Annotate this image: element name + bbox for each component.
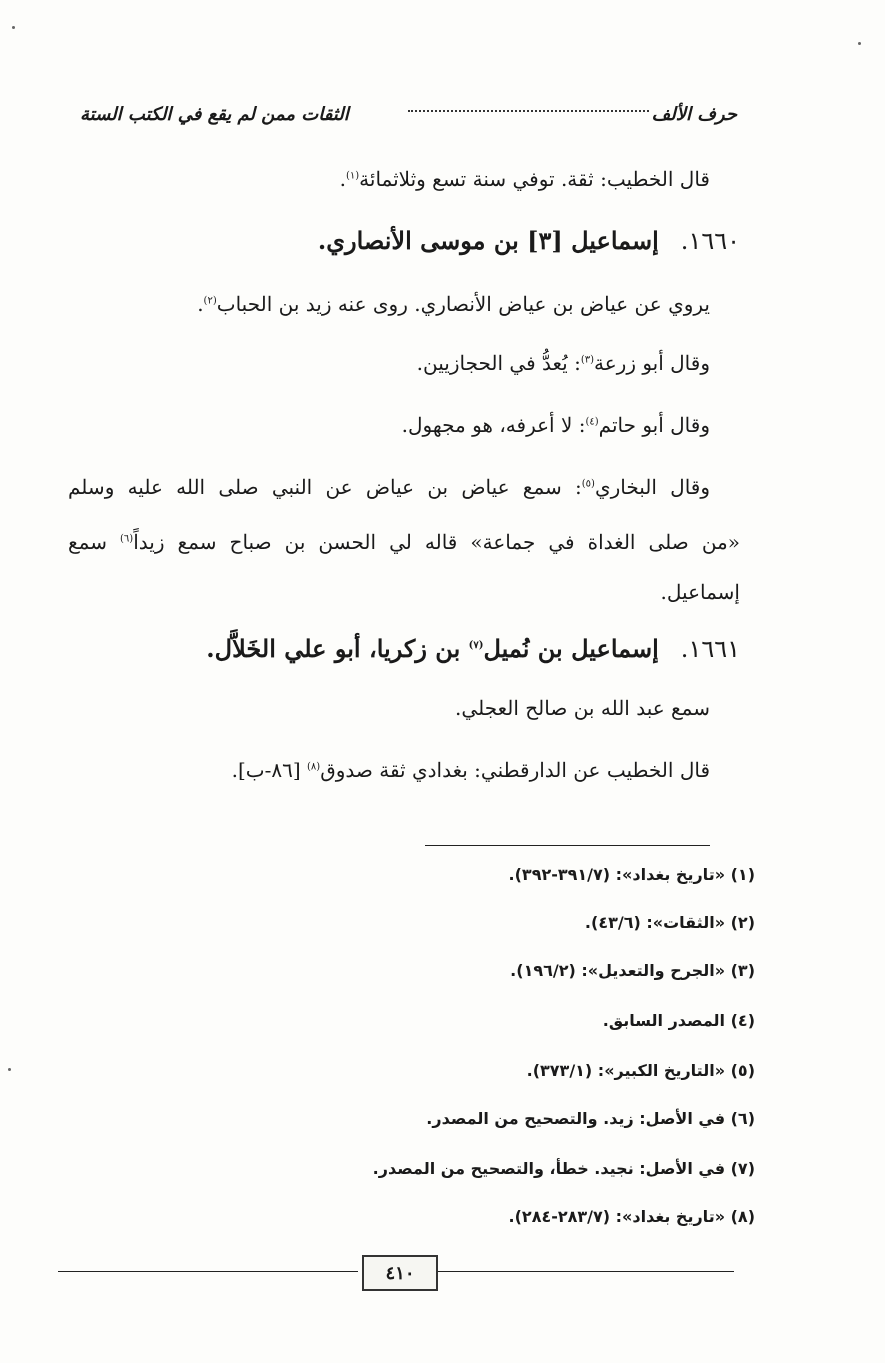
footnote: (٢) «الثقات»: (٤٣/٦).	[584, 913, 755, 932]
entry-number: ١٦٦٠.	[680, 227, 740, 255]
body-line: «من صلى الغداة في جماعة» قاله لي الحسن بن صباح سمع زيداً$^{(٦)}$ سمع	[68, 530, 740, 554]
header-book-title: الثقات ممن لم يقع في الكتب الستة	[80, 104, 349, 125]
body-line: وقال أبو حاتم$^{(٤)}$: لا أعرفه، هو مجهول.	[401, 413, 710, 437]
body-line: قال الخطيب: ثقة. توفي سنة تسع وثلاثمائة$^{(١)}$.	[339, 167, 710, 191]
page-number-text: ٤١٠	[385, 1262, 415, 1284]
body-line: قال الخطيب عن الدارقطني: بغدادي ثقة صدوق$^{(٨)}$ [٨٦-ب].	[231, 758, 710, 782]
body-line: إسماعيل.	[660, 580, 740, 604]
footnote-ref: (١)	[345, 170, 360, 182]
body-line: سمع عبد الله بن صالح العجلي.	[455, 696, 710, 720]
footnote-ref: (٣)	[580, 354, 594, 366]
footnote-ref: (٢)	[203, 295, 217, 307]
footnote: (٣) «الجرح والتعديل»: (١٩٦/٢).	[510, 961, 755, 980]
entry-title-rest: بن زكريا، أبو علي الخَلاَّل.	[206, 634, 469, 663]
scan-speck	[8, 1068, 11, 1071]
entry-heading	[318, 226, 740, 255]
footnote: (٤) المصدر السابق.	[602, 1011, 755, 1030]
entry-heading	[206, 634, 740, 663]
footnote-ref: (٧)	[468, 640, 484, 651]
header-chapter: حرف الألف	[651, 104, 737, 125]
entry-title: إسماعيل بن نُميل	[483, 634, 659, 663]
page-number	[362, 1255, 438, 1291]
body-line: وقال أبو زرعة$^{(٣)}$: يُعدُّ في الحجازيين.	[416, 351, 710, 375]
body-line: يروي عن عياض بن عياض الأنصاري. روى عنه زيد بن الحباب$^{(٢)}$.	[197, 292, 710, 316]
running-header	[80, 104, 737, 134]
footnote: (٥) «التاريخ الكبير»: (٣٧٣/١).	[526, 1061, 755, 1080]
footnote-ref: (٥)	[581, 478, 595, 490]
footnote-ref: (٨)	[307, 761, 321, 773]
footnote-separator	[425, 845, 710, 846]
footnote-ref: (٦)	[120, 533, 134, 545]
scan-speck	[858, 42, 861, 45]
body-line: وقال البخاري$^{(٥)}$: سمع عياض بن عياض عن النبي صلى الله عليه وسلم	[68, 475, 711, 499]
entry-number: ١٦٦١.	[680, 635, 740, 663]
footnote: (٧) في الأصل: نجيد. خطأ، والتصحيح من المصدر.	[372, 1159, 755, 1178]
footnote: (١) «تاريخ بغداد»: (٣٩١/٧-٣٩٢).	[508, 865, 755, 884]
footnote-ref: (٤)	[585, 416, 599, 428]
footnote: (٨) «تاريخ بغداد»: (٢٨٣/٧-٢٨٤).	[508, 1207, 755, 1226]
footnote: (٦) في الأصل: زيد. والتصحيح من المصدر.	[426, 1109, 755, 1128]
footer-rule-left	[58, 1271, 358, 1272]
entry-title: إسماعيل [٣] بن موسى الأنصاري.	[317, 226, 659, 255]
scan-speck	[12, 26, 15, 29]
footer-rule-right	[438, 1271, 734, 1272]
header-dot-leader	[408, 110, 649, 112]
